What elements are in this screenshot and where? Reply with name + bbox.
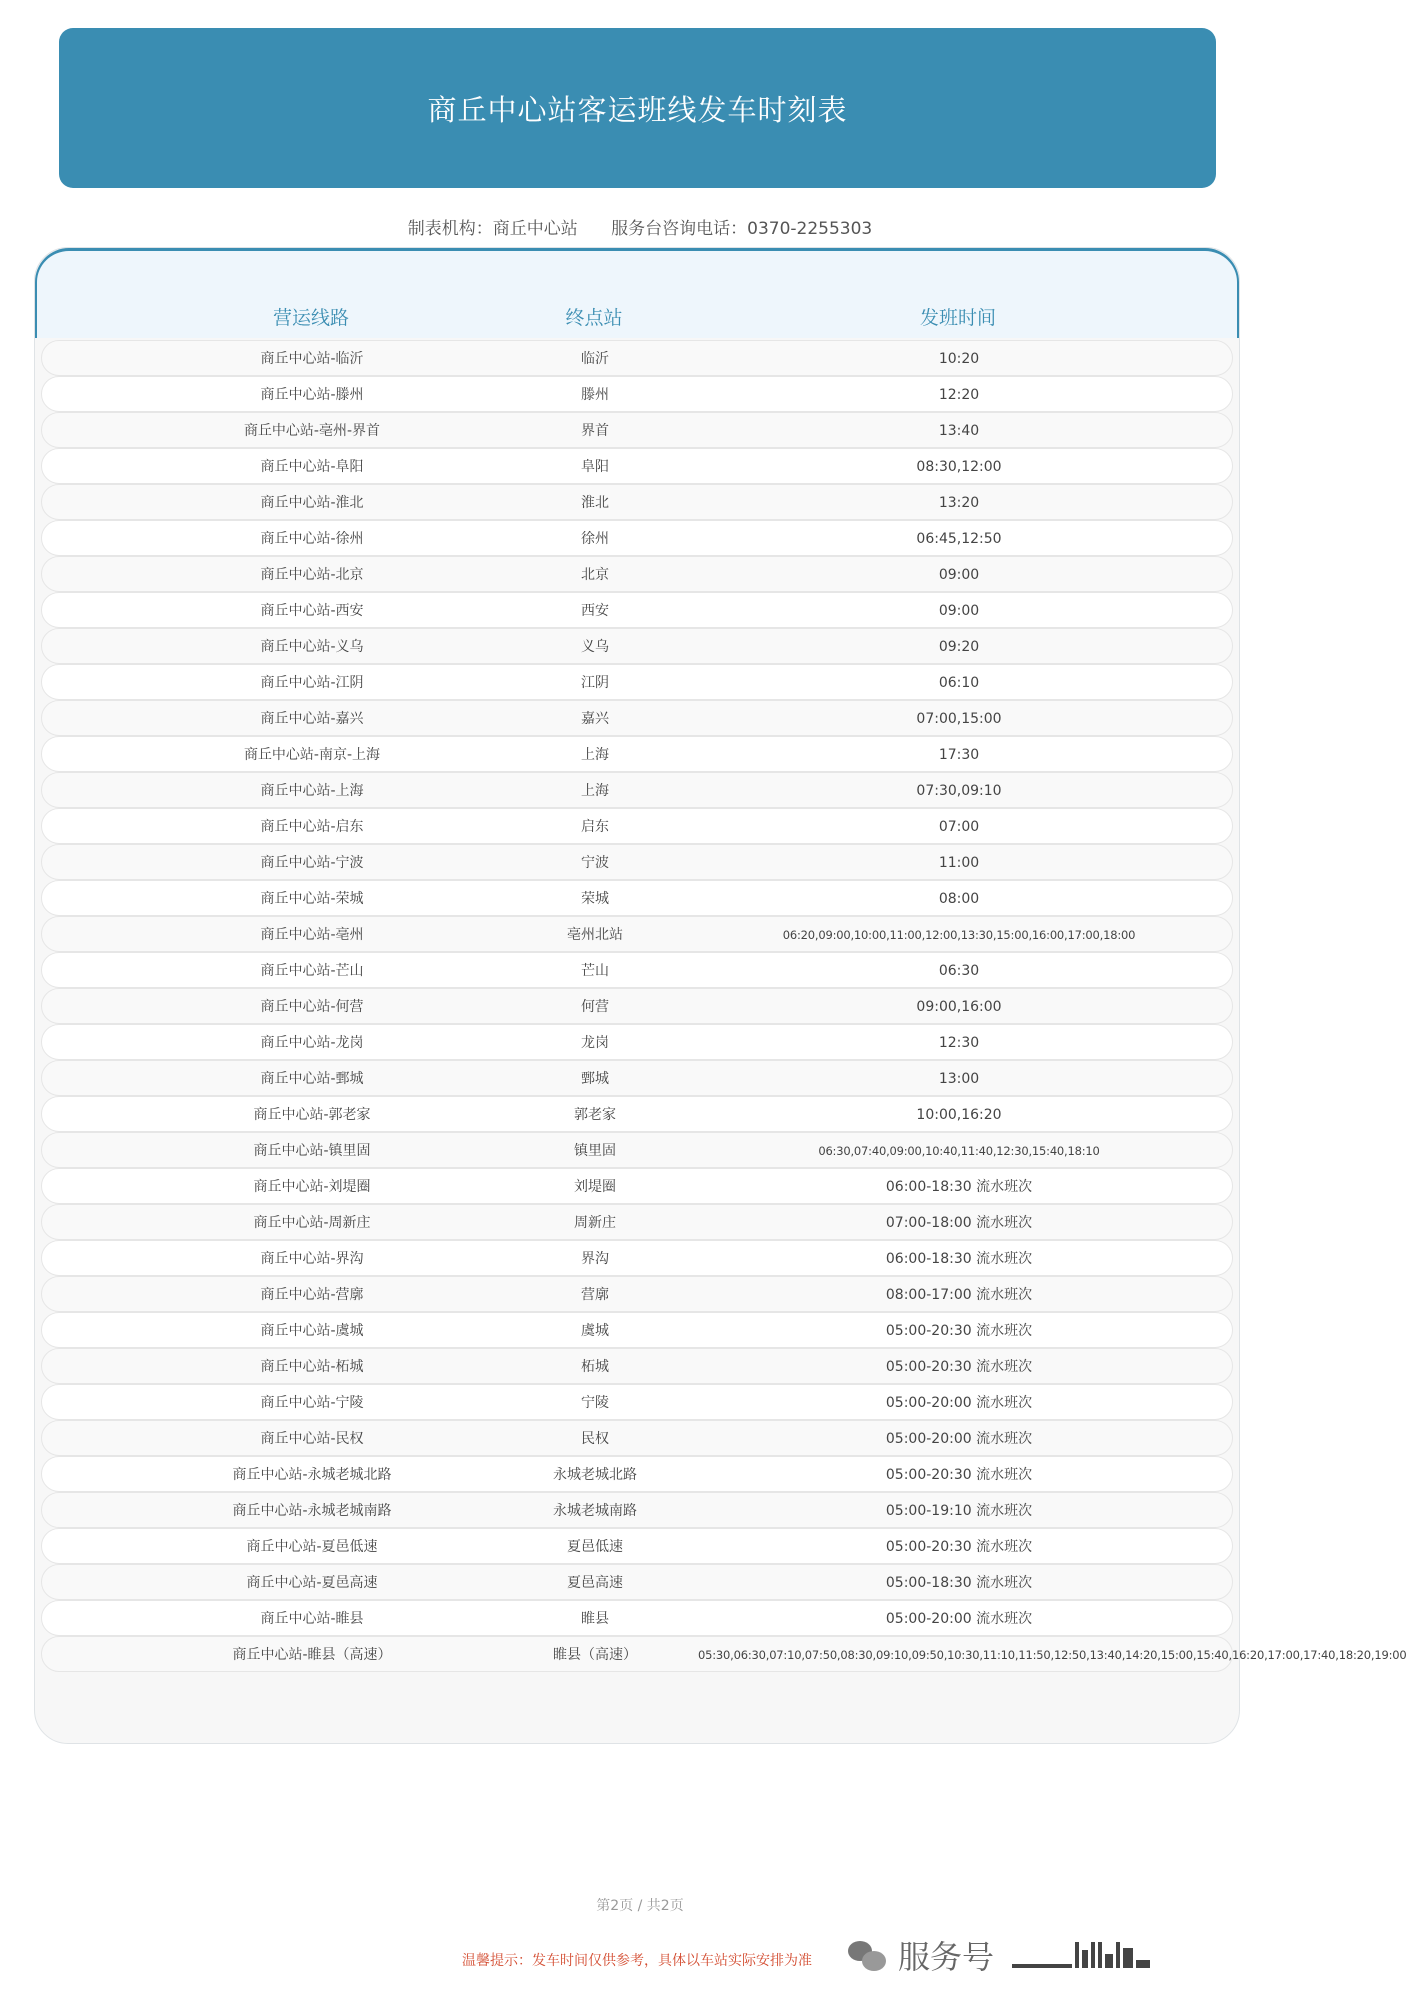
departure-cell: 06:00-18:30 流水班次 xyxy=(885,1251,1033,1267)
departure-cell: 06:10 xyxy=(938,675,980,691)
table-row xyxy=(41,1636,1406,1672)
route-cell: 商丘中心站-郭老家 xyxy=(253,1107,371,1123)
title-banner xyxy=(59,28,1216,188)
route-cell: 商丘中心站-夏邑低速 xyxy=(246,1539,378,1555)
terminal-cell: 永城老城南路 xyxy=(553,1503,637,1519)
departure-cell: 08:30,12:00 xyxy=(916,459,1002,475)
terminal-cell: 西安 xyxy=(581,603,609,619)
route-cell: 商丘中心站-何营 xyxy=(260,999,364,1015)
terminal-cell: 睢县（高速） xyxy=(553,1647,637,1663)
terminal-cell: 界首 xyxy=(581,423,609,439)
route-cell: 商丘中心站-界沟 xyxy=(260,1251,364,1267)
terminal-cell: 徐州 xyxy=(581,531,609,547)
departure-cell: 09:00 xyxy=(938,603,980,619)
table-row xyxy=(41,556,1233,592)
header-terminal: 终点站 xyxy=(565,307,623,329)
route-cell: 商丘中心站-义乌 xyxy=(260,639,364,655)
table-row xyxy=(41,340,1233,376)
table-row xyxy=(41,628,1233,664)
wechat-icon xyxy=(848,1937,888,1973)
terminal-cell: 江阴 xyxy=(581,675,609,691)
route-cell: 商丘中心站-夏邑高速 xyxy=(246,1575,378,1591)
terminal-cell: 北京 xyxy=(581,567,609,583)
table-row xyxy=(41,1240,1233,1276)
route-cell: 商丘中心站-虞城 xyxy=(260,1323,364,1339)
table-row xyxy=(41,1348,1233,1384)
terminal-cell: 滕州 xyxy=(581,387,609,403)
departure-cell: 09:00 xyxy=(938,567,980,583)
watermark-label: 服务号 xyxy=(898,1938,995,1976)
terminal-cell: 何营 xyxy=(581,999,609,1015)
timetable-card xyxy=(34,247,1406,1744)
route-cell: 商丘中心站-淮北 xyxy=(260,495,364,511)
timetable xyxy=(35,296,1406,1672)
table-row xyxy=(41,1600,1233,1636)
terminal-cell: 营廓 xyxy=(581,1287,609,1303)
notice-text: 温馨提示：发车时间仅供参考，具体以车站实际安排为准 xyxy=(462,1953,812,1969)
info-line xyxy=(0,214,1280,239)
departure-cell: 05:00-20:30 流水班次 xyxy=(885,1467,1033,1483)
departure-cell: 05:00-20:30 流水班次 xyxy=(885,1359,1033,1375)
route-cell: 商丘中心站-镇里固 xyxy=(253,1143,371,1159)
route-cell: 商丘中心站-永城老城南路 xyxy=(232,1503,392,1519)
route-cell: 商丘中心站-龙岗 xyxy=(260,1035,364,1051)
route-cell: 商丘中心站-江阴 xyxy=(260,675,364,691)
route-cell: 商丘中心站-营廓 xyxy=(260,1287,364,1303)
terminal-cell: 周新庄 xyxy=(574,1215,616,1231)
terminal-cell: 芒山 xyxy=(581,963,609,979)
route-cell: 商丘中心站-西安 xyxy=(260,603,364,619)
departure-cell: 05:30,06:30,07:10,07:50,08:30,09:10,09:50,10:30,11:10,11:50,12:50,13:40,14:20,15:00,15:40,16:20,17:00,17:40,18:20,19:00 xyxy=(698,1648,1406,1662)
table-row xyxy=(41,1492,1233,1528)
table-row xyxy=(41,1312,1233,1348)
table-row xyxy=(41,1528,1233,1564)
phone-text: 服务台咨询电话：0370-2255303 xyxy=(611,219,873,239)
route-cell: 商丘中心站-民权 xyxy=(260,1431,364,1447)
departure-cell: 08:00-17:00 流水班次 xyxy=(885,1287,1033,1303)
route-cell: 商丘中心站-荣城 xyxy=(260,891,364,907)
terminal-cell: 夏邑高速 xyxy=(567,1575,623,1591)
barcode-icon xyxy=(1012,1942,1150,1968)
departure-cell: 06:20,09:00,10:00,11:00,12:00,13:30,15:00,16:00,17:00,18:00 xyxy=(782,928,1136,942)
terminal-cell: 上海 xyxy=(581,747,609,763)
org-text: 制表机构：商丘中心站 xyxy=(407,219,578,239)
table-row xyxy=(41,1204,1233,1240)
departure-cell: 11:00 xyxy=(938,855,980,871)
terminal-cell: 上海 xyxy=(581,783,609,799)
departure-cell: 06:30 xyxy=(938,963,980,979)
terminal-cell: 睢县 xyxy=(581,1611,609,1627)
route-cell: 商丘中心站-睢县（高速） xyxy=(232,1647,392,1663)
table-row xyxy=(41,1096,1233,1132)
route-cell: 商丘中心站-柘城 xyxy=(260,1359,364,1375)
route-cell: 商丘中心站-嘉兴 xyxy=(260,711,364,727)
departure-cell: 05:00-18:30 流水班次 xyxy=(885,1575,1033,1591)
terminal-cell: 淮北 xyxy=(581,495,609,511)
departure-cell: 05:00-20:30 流水班次 xyxy=(885,1323,1033,1339)
route-cell: 商丘中心站-刘堤圈 xyxy=(253,1179,371,1195)
table-row xyxy=(41,916,1233,952)
route-cell: 商丘中心站-亳州-界首 xyxy=(243,423,381,439)
table-row xyxy=(41,376,1233,412)
table-row xyxy=(41,592,1233,628)
departure-cell: 05:00-19:10 流水班次 xyxy=(885,1503,1033,1519)
table-row xyxy=(41,880,1233,916)
page-title: 商丘中心站客运班线发车时刻表 xyxy=(427,92,848,127)
departure-cell: 08:00 xyxy=(938,891,980,907)
table-row xyxy=(41,700,1233,736)
departure-cell: 06:45,12:50 xyxy=(916,531,1002,547)
departure-cell: 05:00-20:00 流水班次 xyxy=(885,1395,1033,1411)
route-cell: 商丘中心站-周新庄 xyxy=(253,1215,371,1231)
table-row xyxy=(41,1060,1233,1096)
table-row xyxy=(41,808,1233,844)
departure-cell: 05:00-20:00 流水班次 xyxy=(885,1431,1033,1447)
departure-cell: 13:40 xyxy=(938,423,980,439)
route-cell: 商丘中心站-永城老城北路 xyxy=(232,1467,392,1483)
table-row xyxy=(41,1384,1233,1420)
departure-cell: 07:00-18:00 流水班次 xyxy=(885,1215,1033,1231)
terminal-cell: 永城老城北路 xyxy=(553,1467,637,1483)
table-row xyxy=(41,448,1233,484)
departure-cell: 06:30,07:40,09:00,10:40,11:40,12:30,15:40,18:10 xyxy=(818,1144,1100,1158)
departure-cell: 12:20 xyxy=(938,387,980,403)
terminal-cell: 义乌 xyxy=(581,639,609,655)
terminal-cell: 荣城 xyxy=(581,891,609,907)
terminal-cell: 鄄城 xyxy=(581,1071,609,1087)
route-cell: 商丘中心站-上海 xyxy=(260,783,364,799)
table-row xyxy=(41,520,1233,556)
route-cell: 商丘中心站-亳州 xyxy=(260,927,364,943)
terminal-cell: 宁陵 xyxy=(581,1395,609,1411)
table-row xyxy=(41,1276,1233,1312)
route-cell: 商丘中心站-宁波 xyxy=(260,855,364,871)
departure-cell: 13:00 xyxy=(938,1071,980,1087)
terminal-cell: 亳州北站 xyxy=(567,927,623,943)
terminal-cell: 嘉兴 xyxy=(581,711,609,727)
departure-cell: 13:20 xyxy=(938,495,980,511)
departure-cell: 10:20 xyxy=(938,351,980,367)
departure-cell: 07:30,09:10 xyxy=(916,783,1002,799)
route-cell: 商丘中心站-鄄城 xyxy=(260,1071,364,1087)
departure-cell: 05:00-20:30 流水班次 xyxy=(885,1539,1033,1555)
table-row xyxy=(41,844,1233,880)
departure-cell: 09:20 xyxy=(938,639,980,655)
terminal-cell: 启东 xyxy=(581,819,609,835)
table-row xyxy=(41,412,1233,448)
departure-cell: 09:00,16:00 xyxy=(916,999,1002,1015)
route-cell: 商丘中心站-徐州 xyxy=(260,531,364,547)
route-cell: 商丘中心站-睢县 xyxy=(260,1611,364,1627)
terminal-cell: 镇里固 xyxy=(574,1143,616,1159)
table-row xyxy=(41,736,1233,772)
terminal-cell: 民权 xyxy=(581,1431,609,1447)
table-row xyxy=(41,772,1233,808)
table-row xyxy=(41,1456,1233,1492)
route-cell: 商丘中心站-北京 xyxy=(260,567,364,583)
terminal-cell: 界沟 xyxy=(581,1251,609,1267)
terminal-cell: 柘城 xyxy=(581,1359,609,1375)
route-cell: 商丘中心站-芒山 xyxy=(260,963,364,979)
route-cell: 商丘中心站-滕州 xyxy=(260,387,364,403)
terminal-cell: 郭老家 xyxy=(574,1107,616,1123)
watermark xyxy=(848,1932,1150,1978)
departure-cell: 07:00,15:00 xyxy=(916,711,1002,727)
terminal-cell: 临沂 xyxy=(581,351,609,367)
table-header-row xyxy=(41,296,1233,340)
terminal-cell: 虞城 xyxy=(581,1323,609,1339)
route-cell: 商丘中心站-临沂 xyxy=(260,351,364,367)
departure-cell: 06:00-18:30 流水班次 xyxy=(885,1179,1033,1195)
terminal-cell: 刘堤圈 xyxy=(574,1179,616,1195)
page-indicator: 第2页 / 共2页 xyxy=(596,1898,684,1914)
route-cell: 商丘中心站-南京-上海 xyxy=(243,747,381,763)
table-row xyxy=(41,484,1233,520)
terminal-cell: 夏邑低速 xyxy=(567,1539,623,1555)
table-row xyxy=(41,952,1233,988)
terminal-cell: 阜阳 xyxy=(581,459,609,475)
table-row xyxy=(41,1420,1233,1456)
route-cell: 商丘中心站-启东 xyxy=(260,819,364,835)
table-row xyxy=(41,1024,1233,1060)
table-row xyxy=(41,1168,1233,1204)
departure-cell: 12:30 xyxy=(938,1035,980,1051)
table-row xyxy=(41,1564,1233,1600)
header-route: 营运线路 xyxy=(272,307,349,329)
departure-cell: 17:30 xyxy=(938,747,980,763)
header-departure: 发班时间 xyxy=(919,307,996,329)
departure-cell: 10:00,16:20 xyxy=(916,1107,1002,1123)
departure-cell: 05:00-20:00 流水班次 xyxy=(885,1611,1033,1627)
departure-cell: 07:00 xyxy=(938,819,980,835)
table-row xyxy=(41,664,1233,700)
table-row xyxy=(41,1132,1233,1168)
terminal-cell: 龙岗 xyxy=(581,1035,609,1051)
terminal-cell: 宁波 xyxy=(581,855,609,871)
route-cell: 商丘中心站-阜阳 xyxy=(260,459,364,475)
table-row xyxy=(41,988,1233,1024)
route-cell: 商丘中心站-宁陵 xyxy=(260,1395,364,1411)
